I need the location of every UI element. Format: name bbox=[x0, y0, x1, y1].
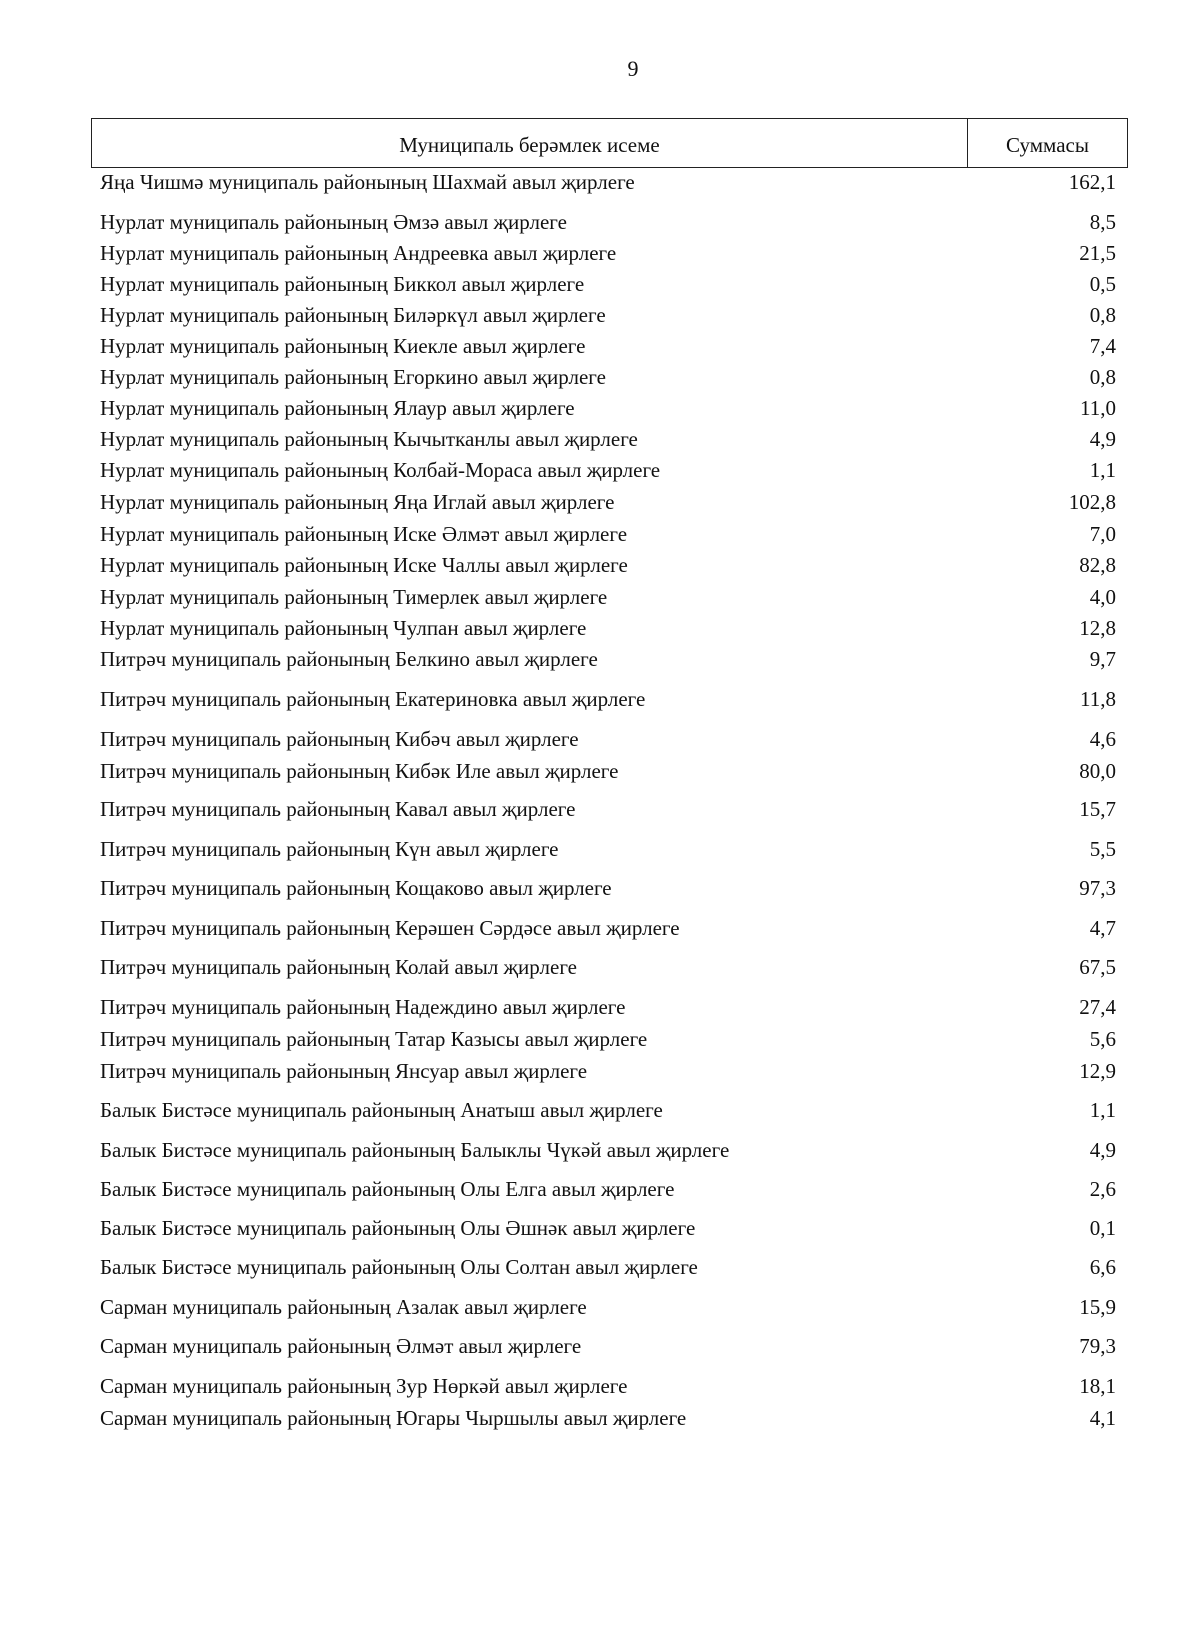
sum-value: 0,8 bbox=[1089, 365, 1116, 389]
municipality-name: Сарман муниципаль районының Зур Нөркәй авыл җирлеге bbox=[100, 1374, 628, 1398]
table-row bbox=[100, 269, 1116, 299]
municipality-name: Питрәч муниципаль районының Татар Казысы авыл җирлеге bbox=[100, 1027, 648, 1051]
municipality-name: Питрәч муниципаль районының Керәшен Сәрдәсе авыл җирлеге bbox=[100, 916, 680, 940]
municipality-name: Питрәч муниципаль районының Колай авыл җирлеге bbox=[100, 955, 577, 979]
sum-value: 7,0 bbox=[1089, 522, 1116, 546]
table-row bbox=[100, 952, 1116, 982]
table-row bbox=[100, 794, 1116, 824]
sum-value: 18,1 bbox=[1079, 1374, 1116, 1398]
sum-value: 4,9 bbox=[1089, 1138, 1116, 1162]
municipality-name: Сарман муниципаль районының Азалак авыл җирлеге bbox=[100, 1295, 587, 1319]
table-row bbox=[100, 834, 1116, 864]
table-row bbox=[100, 1095, 1116, 1125]
table-row bbox=[100, 207, 1116, 237]
sum-value: 102,8 bbox=[1068, 490, 1116, 514]
sum-value: 27,4 bbox=[1079, 995, 1116, 1019]
table-row bbox=[100, 331, 1116, 361]
sum-value: 67,5 bbox=[1079, 955, 1116, 979]
table-row bbox=[100, 424, 1116, 454]
municipality-name: Нурлат муниципаль районының Биккол авыл җирлеге bbox=[100, 272, 585, 296]
municipality-name: Сарман муниципаль районының Әлмәт авыл җирлеге bbox=[100, 1334, 582, 1358]
table-row bbox=[100, 487, 1116, 517]
sum-value: 1,1 bbox=[1089, 1098, 1116, 1122]
sum-value: 15,9 bbox=[1079, 1295, 1116, 1319]
municipality-name: Нурлат муниципаль районының Иске Чаллы авыл җирлеге bbox=[100, 553, 628, 577]
municipality-name: Питрәч муниципаль районының Екатериновка авыл җирлеге bbox=[100, 687, 646, 711]
municipality-name: Питрәч муниципаль районының Янсуар авыл җирлеге bbox=[100, 1059, 588, 1083]
table-row bbox=[100, 300, 1116, 330]
table-row bbox=[100, 1292, 1116, 1322]
sum-value: 5,6 bbox=[1089, 1027, 1116, 1051]
sum-value: 11,8 bbox=[1080, 687, 1116, 711]
sum-value: 1,1 bbox=[1089, 458, 1116, 482]
table-row bbox=[100, 913, 1116, 943]
municipality-name: Нурлат муниципаль районының Егоркино авыл җирлеге bbox=[100, 365, 606, 389]
sum-value: 8,5 bbox=[1089, 210, 1116, 234]
municipality-name: Нурлат муниципаль районының Андреевка авыл җирлеге bbox=[100, 241, 617, 265]
table-row bbox=[100, 873, 1116, 903]
sum-value: 7,4 bbox=[1089, 334, 1116, 358]
table-row bbox=[100, 393, 1116, 423]
municipality-name: Балык Бистәсе муниципаль районының Олы Солтан авыл җирлеге bbox=[100, 1255, 698, 1279]
municipality-name: Нурлат муниципаль районының Иске Әлмәт авыл җирлеге bbox=[100, 522, 628, 546]
sum-value: 80,0 bbox=[1079, 759, 1116, 783]
table-row bbox=[100, 684, 1116, 714]
municipality-name: Нурлат муниципаль районының Әмзә авыл җирлеге bbox=[100, 210, 567, 234]
table-row bbox=[100, 992, 1116, 1022]
municipality-name: Питрәч муниципаль районының Кощаково авыл җирлеге bbox=[100, 876, 612, 900]
municipality-name: Нурлат муниципаль районының Колбай-Мораса авыл җирлеге bbox=[100, 458, 661, 482]
sum-value: 4,7 bbox=[1089, 916, 1116, 940]
sum-value: 4,6 bbox=[1089, 727, 1116, 751]
municipality-name: Яңа Чишмә муниципаль районының Шахмай авыл җирлеге bbox=[100, 170, 635, 194]
table-row bbox=[100, 167, 1116, 197]
table-row bbox=[100, 362, 1116, 392]
sum-value: 0,1 bbox=[1089, 1216, 1116, 1240]
municipality-name: Питрәч муниципаль районының Белкино авыл җирлеге bbox=[100, 647, 598, 671]
municipality-name: Нурлат муниципаль районының Биләркүл авыл җирлеге bbox=[100, 303, 606, 327]
sum-value: 0,8 bbox=[1089, 303, 1116, 327]
sum-value: 12,8 bbox=[1079, 616, 1116, 640]
column-header-name: Муниципаль берәмлек исеме bbox=[92, 119, 968, 167]
municipality-name: Балык Бистәсе муниципаль районының Балыклы Чүкәй авыл җирлеге bbox=[100, 1138, 730, 1162]
table-row bbox=[100, 1331, 1116, 1361]
table-row bbox=[100, 613, 1116, 643]
municipality-name: Нурлат муниципаль районының Яңа Иглай авыл җирлеге bbox=[100, 490, 615, 514]
sum-value: 79,3 bbox=[1079, 1334, 1116, 1358]
sum-value: 11,0 bbox=[1080, 396, 1116, 420]
municipality-name: Балык Бистәсе муниципаль районының Олы Елга авыл җирлеге bbox=[100, 1177, 675, 1201]
table-row bbox=[100, 1371, 1116, 1401]
table-row bbox=[100, 1174, 1116, 1204]
table-row bbox=[100, 724, 1116, 754]
table-row bbox=[100, 519, 1116, 549]
municipality-name: Нурлат муниципаль районының Чулпан авыл җирлеге bbox=[100, 616, 587, 640]
municipality-name: Нурлат муниципаль районының Тимерлек авыл җирлеге bbox=[100, 585, 608, 609]
municipality-name: Питрәч муниципаль районының Кибәч авыл җирлеге bbox=[100, 727, 579, 751]
sum-value: 0,5 bbox=[1089, 272, 1116, 296]
sum-value: 21,5 bbox=[1079, 241, 1116, 265]
sum-value: 5,5 bbox=[1089, 837, 1116, 861]
municipality-name: Нурлат муниципаль районының Киекле авыл җирлеге bbox=[100, 334, 586, 358]
sum-value: 4,0 bbox=[1089, 585, 1116, 609]
table-row bbox=[100, 1135, 1116, 1165]
sum-value: 4,1 bbox=[1089, 1406, 1116, 1430]
sum-value: 82,8 bbox=[1079, 553, 1116, 577]
table-row bbox=[100, 550, 1116, 580]
sum-value: 12,9 bbox=[1079, 1059, 1116, 1083]
municipality-name: Нурлат муниципаль районының Кычытканлы авыл җирлеге bbox=[100, 427, 638, 451]
sum-value: 97,3 bbox=[1079, 876, 1116, 900]
sum-value: 4,9 bbox=[1089, 427, 1116, 451]
column-header-sum: Суммасы bbox=[1006, 132, 1089, 157]
table-row bbox=[100, 582, 1116, 612]
municipality-name: Балык Бистәсе муниципаль районының Анатыш авыл җирлеге bbox=[100, 1098, 663, 1122]
municipality-name: Нурлат муниципаль районының Ялаур авыл җирлеге bbox=[100, 396, 575, 420]
table-row bbox=[100, 644, 1116, 674]
page-number: 9 bbox=[627, 56, 639, 81]
municipality-name: Питрәч муниципаль районының Кибәк Иле авыл җирлеге bbox=[100, 759, 619, 783]
sum-value: 162,1 bbox=[1068, 170, 1116, 194]
sum-value: 6,6 bbox=[1089, 1255, 1116, 1279]
table-row bbox=[100, 1024, 1116, 1054]
sum-value: 2,6 bbox=[1089, 1177, 1116, 1201]
municipality-name: Сарман муниципаль районының Югары Чыршылы авыл җирлеге bbox=[100, 1406, 687, 1430]
municipality-name: Питрәч муниципаль районының Надеждино авыл җирлеге bbox=[100, 995, 626, 1019]
sum-value: 9,7 bbox=[1089, 647, 1116, 671]
table-row bbox=[100, 756, 1116, 786]
municipality-name: Питрәч муниципаль районының Кавал авыл җирлеге bbox=[100, 797, 576, 821]
table-row bbox=[100, 455, 1116, 485]
municipality-name: Балык Бистәсе муниципаль районының Олы Әшнәк авыл җирлеге bbox=[100, 1216, 696, 1240]
table-row bbox=[100, 1403, 1116, 1433]
table-row bbox=[100, 1213, 1116, 1243]
table-row bbox=[100, 238, 1116, 268]
table-row bbox=[100, 1252, 1116, 1282]
table-row bbox=[100, 1056, 1116, 1086]
municipality-name: Питрәч муниципаль районының Күн авыл җирлеге bbox=[100, 837, 559, 861]
sum-value: 15,7 bbox=[1079, 797, 1116, 821]
